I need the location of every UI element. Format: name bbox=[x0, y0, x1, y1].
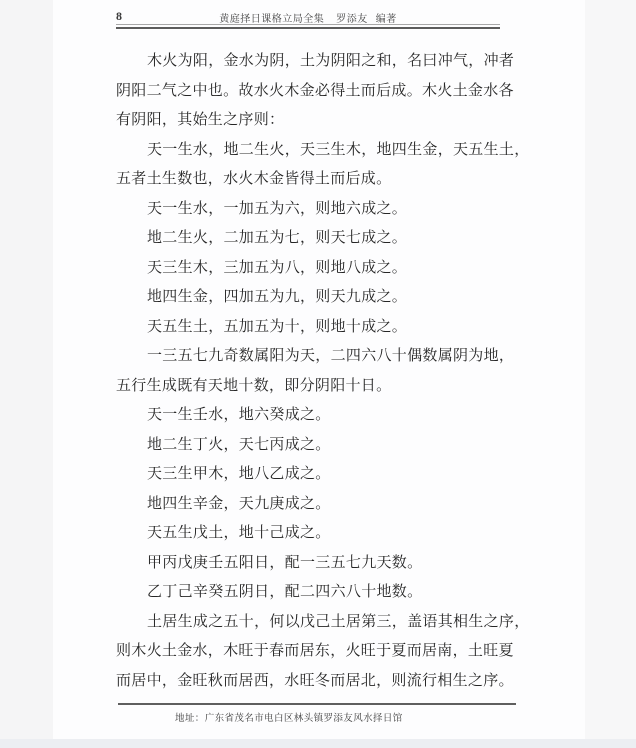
author-name: 罗添友 bbox=[336, 14, 368, 25]
text-line: 地二生丁火，天七丙成之。 bbox=[147, 436, 331, 453]
running-header bbox=[116, 10, 500, 25]
book-title: 黄庭择日课格立局全集 bbox=[219, 14, 325, 25]
text-line: 天五生土，五加五为十，则地十成之。 bbox=[147, 318, 408, 335]
text-line: 则木火土金水，木旺于春而居东，火旺于夏而居南，土旺夏 bbox=[116, 643, 514, 659]
text-line: 天一生水，一加五为六，则地六成之。 bbox=[147, 200, 408, 217]
text-line: 天一生壬水，地六癸成之。 bbox=[147, 407, 331, 423]
text-line: 五行生成既有天地十数，即分阴阳十日。 bbox=[116, 377, 392, 394]
text-line: 天一生水，地二生火，天三生木，地四生金，天五生土， bbox=[147, 141, 530, 158]
text-line: 天五生戊土，地十己成之。 bbox=[147, 525, 331, 541]
text-line: 土居生成之五十，何以戊己土居第三，盖语其相生之序， bbox=[147, 613, 530, 630]
text-line: 而居中，金旺秋而居西，水旺冬而居北，则流行相生之序。 bbox=[116, 672, 514, 689]
text-line: 地二生火，二加五为七，则天七成之。 bbox=[147, 230, 408, 246]
text-line: 乙丁己辛癸五阴日，配二四六八十地数。 bbox=[147, 584, 423, 600]
footer-rule bbox=[118, 703, 516, 705]
footer-address: 地址：广东省茂名市电白区林头镇罗添友风水择日馆 bbox=[175, 714, 403, 724]
text-line: 地四生金，四加五为九，则天九成之。 bbox=[147, 289, 408, 305]
text-line: 地四生辛金，天九庚成之。 bbox=[147, 495, 331, 512]
text-line: 阴阳二气之中也。故水火木金必得土而后成。木火土金水各 bbox=[116, 82, 514, 99]
scan-margin-right bbox=[585, 0, 636, 748]
text-line: 一三五七九奇数属阳为天，二四六八十偶数属阴为地， bbox=[147, 348, 515, 364]
text-line: 五者土生数也，水火木金皆得土而后成。 bbox=[116, 171, 392, 187]
text-line: 木火为阳，金水为阴，土为阴阳之和，名曰冲气，冲者 bbox=[147, 53, 515, 69]
text-line: 天三生木，三加五为八，则地八成之。 bbox=[147, 259, 408, 276]
text-line: 天三生甲木，地八乙成之。 bbox=[147, 466, 331, 482]
body-text bbox=[116, 47, 530, 696]
text-line: 有阴阳，其始生之序则： bbox=[116, 112, 285, 128]
scan-margin-bottom bbox=[0, 739, 636, 748]
author-role: 编著 bbox=[375, 14, 397, 25]
scan-margin-left bbox=[0, 0, 53, 748]
text-line: 甲丙戊庚壬五阳日，配一三五七九天数。 bbox=[147, 554, 423, 571]
page-number: 8 bbox=[116, 9, 122, 23]
